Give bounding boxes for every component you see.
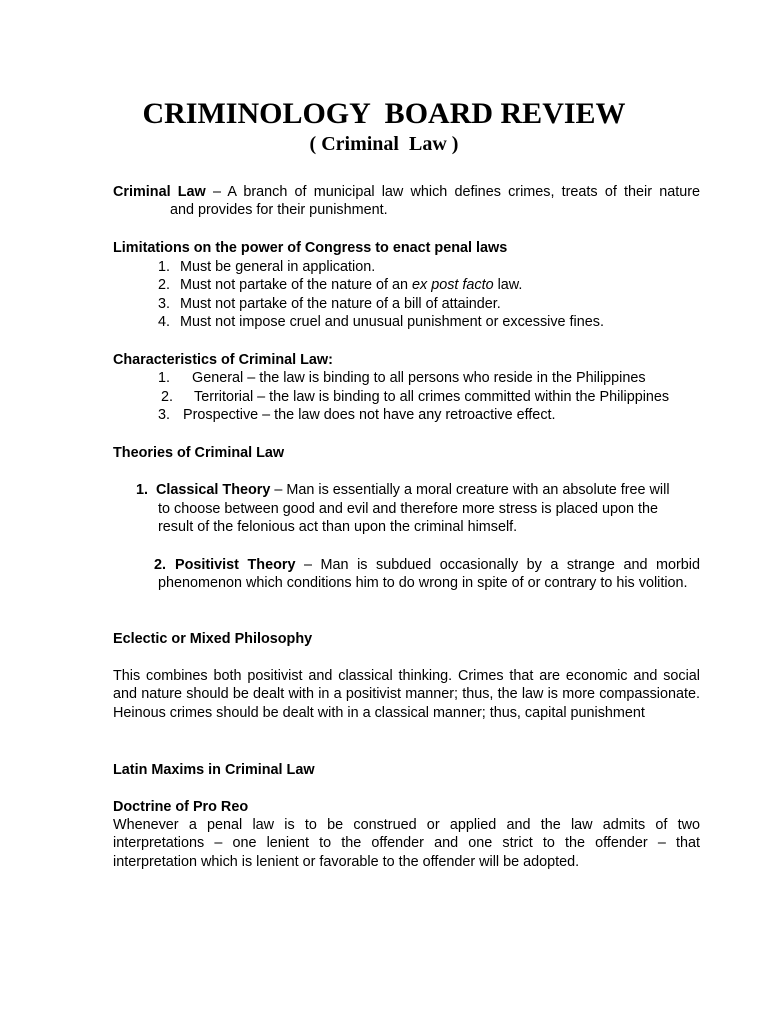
- pro-reo-heading: Doctrine of Pro Reo: [113, 799, 249, 815]
- latin-maxims-heading: Latin Maxims in Criminal Law: [113, 762, 315, 778]
- classical-theory-name: Classical Theory: [156, 482, 271, 498]
- characteristics-item: 3. Prospective – the law does not have any retroactive effect.: [158, 407, 556, 423]
- limitations-item: 2. Must not partake of the nature of an ex post facto law.: [158, 277, 523, 293]
- characteristics-item: 2. Territorial – the law is binding to all crimes committed within the Philippines: [161, 389, 670, 405]
- definition-text: – A branch of municipal law which defines crimes, treats of their nature: [205, 184, 701, 200]
- limitations-item: 4. Must not impose cruel and unusual punishment or excessive fines.: [158, 314, 604, 330]
- definition-term: Criminal Law: [113, 184, 206, 200]
- positivist-theory-name: Positivist Theory: [175, 557, 296, 573]
- pro-reo-paragraph: Whenever a penal law is to be construed or applied and the law admits of two interpretations – one lenient to the offender and one strict to the offender – that interpretation which is lenient or favorable to the offender will be adopted.: [113, 817, 700, 870]
- classical-theory-line-2: to choose between good and evil and therefore more stress is placed upon the: [158, 501, 658, 517]
- limitations-item: 3. Must not partake of the nature of a bill of attainder.: [158, 296, 501, 312]
- eclectic-heading: Eclectic or Mixed Philosophy: [113, 631, 313, 647]
- definition-line-2: and provides for their punishment.: [170, 202, 388, 219]
- page-subtitle: ( Criminal Law ): [309, 133, 459, 155]
- limitations-heading: Limitations on the power of Congress to enact penal laws: [113, 240, 508, 256]
- classical-theory-line-3: result of the felonious act than upon the criminal himself.: [158, 519, 518, 535]
- definition-line-1: [113, 183, 700, 201]
- eclectic-paragraph: This combines both positivist and classical thinking. Crimes that are economic and social and nature should be dealt with in a positivist manner; thus, the law is more compassionate. Heinous crimes should be dealt with in a classical manner; thus, capital punishment: [113, 668, 700, 721]
- definition-block: [113, 183, 700, 220]
- limitations-item: 1. Must be general in application.: [158, 259, 376, 275]
- characteristics-item: 1. General – the law is binding to all persons who reside in the Philippines: [158, 370, 646, 386]
- page-title: CRIMINOLOGY BOARD REVIEW: [142, 97, 626, 130]
- classical-theory-line-1: 1. Classical Theory – Man is essentially a moral creature with an absolute free will: [136, 482, 670, 498]
- characteristics-heading: Characteristics of Criminal Law:: [113, 352, 333, 368]
- positivist-theory-text: Positivist Theory – Man is subdued occasionally by a strange and morbid phenomenon which conditions him to do wrong in spite of or contrary to his volition.: [158, 557, 700, 592]
- theories-heading: Theories of Criminal Law: [113, 445, 285, 461]
- positivist-theory-num: 2.: [154, 557, 167, 573]
